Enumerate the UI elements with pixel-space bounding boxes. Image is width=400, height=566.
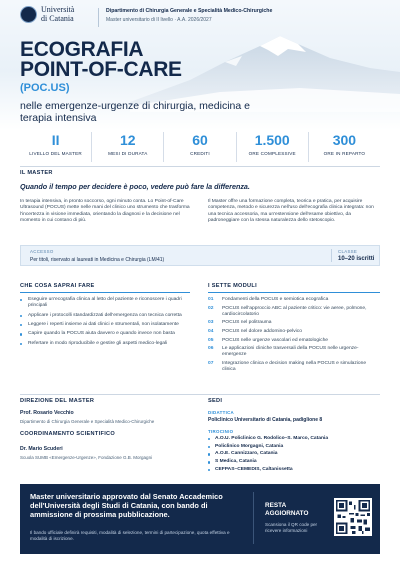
- list-item: [20, 297, 192, 309]
- module-number: 05: [208, 337, 214, 343]
- module-number: 07: [208, 360, 214, 366]
- list-item: [20, 322, 192, 328]
- subtitle: nelle emergenze-urgenze di chirurgia, medicina e terapia intensiva: [20, 100, 250, 124]
- bullet-icon: [20, 324, 22, 326]
- skill-text: Eseguire un'ecografia clinica al letto del paziente e riconoscere i quadri principali: [28, 297, 182, 309]
- bullet-icon: [20, 343, 22, 345]
- skill-text: Capire quando la POCUS aiuta davvero e quando invece non basta: [28, 331, 175, 337]
- master-intro-left: In terapia intensiva, in pronto soccorso, ogni minuto conta. Lo Point-of-Care Ultrasound (POCUS) mette nelle mani del clinico uno strumento che trasforma l'incertezza in visione immediata, orientando la diagnosi e la decisione nel momento in cui contano di più.: [20, 199, 190, 224]
- access-box: [20, 245, 380, 266]
- stat-value: 300: [332, 132, 357, 148]
- university-seal-icon: [20, 6, 37, 23]
- stat-value: 12: [120, 132, 136, 148]
- stat-label: MESI DI DURATA: [108, 151, 148, 156]
- list-item: [208, 297, 380, 303]
- section-divider: [20, 166, 380, 167]
- stats-row: [20, 132, 380, 162]
- module-text: Fondamenti della POCUS e semiotica ecografica: [222, 297, 329, 302]
- list-item: [208, 338, 380, 344]
- approval-title: Master universitario approvato dal Senato Accademico dell'Università degli Studi di Catania, con bando di ammissione di prossima pubblicazione.: [30, 492, 223, 519]
- module-number: 06: [208, 346, 214, 352]
- list-item: [208, 436, 328, 442]
- access-value: Per titoli, riservato ai laureati in Medicina e Chirurgia (LM/41): [30, 257, 165, 263]
- didattica-value: Policlinico Universitario di Catania, padiglione 8: [208, 417, 323, 423]
- access-label: ACCESSO: [30, 249, 54, 254]
- stat-label: ORE IN REPARTO: [323, 151, 366, 156]
- approval-banner: [20, 484, 380, 554]
- stat-label: ORE COMPLESSIVE: [248, 151, 296, 156]
- stat-value: 1.500: [254, 132, 290, 148]
- bullet-icon: [208, 438, 210, 440]
- director-name: Prof. Rosario Vecchio: [20, 410, 74, 416]
- tirocinio-site: S Medica, Catania: [215, 459, 257, 465]
- stat-ore-complessive: [236, 132, 308, 162]
- university-logo[interactable]: [20, 6, 74, 23]
- sedi-heading: SEDI: [208, 398, 223, 404]
- coordinator-role: Scuola SUMB «Emergenze-Urgenze», Fondazione G.B. Morgagni: [20, 455, 153, 460]
- title-line1: ECOGRAFIA: [20, 38, 144, 61]
- stay-updated-text: Scansiona il QR code per ricevere informazioni: [265, 522, 318, 533]
- list-item: [20, 313, 192, 319]
- stat-value: II: [51, 132, 60, 148]
- coordinator-name: Dr. Mario Scuderi: [20, 446, 63, 452]
- list-item: [208, 444, 328, 450]
- hero-section: [0, 0, 400, 130]
- skill-text: Leggere i reperti insieme ai dati clinici e strumentali, non isolatamente: [28, 321, 179, 327]
- list-item: [208, 346, 380, 358]
- skills-list: [20, 297, 192, 350]
- master-intro-right: Il Master offre una formazione completa, teorica e pratica, per acquisire competenza, metodo e sicurezza nell'uso dell'ecografia clinica integrata: non una tecnica accessoria, ma un'estensione dell'esame obiettivo, da padroneggiare con la stessa naturalezza dello stetoscopio.: [208, 199, 374, 224]
- tirocinio-label: TIROCINIO: [208, 429, 234, 434]
- stat-crediti: [163, 132, 235, 162]
- tirocinio-site: A.O.U. Policlinico G. Rodolico–S. Marco, Catania: [215, 436, 329, 441]
- stat-ore-reparto: [308, 132, 380, 162]
- list-item: [208, 320, 380, 326]
- master-quote: Quando il tempo per decidere è poco, vedere può fare la differenza.: [20, 182, 250, 191]
- modules-heading-rule: [208, 292, 380, 293]
- director-role: Dipartimento di Chirurgia Generale e Specialità Medico-Chirurgiche: [20, 419, 155, 424]
- bullet-icon: [208, 461, 210, 463]
- stat-durata: [91, 132, 163, 162]
- bullet-icon: [208, 453, 210, 455]
- bullet-icon: [20, 299, 22, 301]
- section-divider: [20, 394, 380, 395]
- list-item: [208, 306, 380, 318]
- bullet-icon: [20, 333, 22, 335]
- module-number: 03: [208, 320, 214, 326]
- skills-heading: CHE COSA SAPRAI FARE: [20, 283, 95, 289]
- module-text: POCUS nel politrauma: [222, 320, 272, 326]
- department-name: Dipartimento di Chirurgia Generale e Specialità Medico-Chirurgiche: [106, 8, 273, 14]
- module-number: 01: [208, 297, 214, 302]
- tirocinio-site: CEFPAS–CEMEDIS, Caltanissetta: [215, 466, 293, 472]
- bullet-icon: [208, 446, 210, 448]
- qr-code-icon[interactable]: [334, 498, 372, 536]
- module-text: POCUS nelle urgenze vascolari ed ematologiche: [222, 337, 329, 343]
- title-acronym: (POC.US): [20, 82, 70, 94]
- list-item: [208, 467, 328, 473]
- module-number: 04: [208, 328, 214, 334]
- modules-heading: I SETTE MODULI: [208, 283, 257, 289]
- class-label: CLASSE: [338, 249, 358, 254]
- direction-heading: DIREZIONE DEL MASTER: [20, 398, 95, 404]
- master-info: Master universitario di II livello · A.A. 2026/2027: [106, 17, 212, 23]
- stat-livello: [20, 132, 91, 162]
- tirocinio-site: Policlinico Morgagni, Catania: [215, 443, 284, 449]
- list-item: [20, 341, 192, 347]
- access-divider: [331, 249, 332, 262]
- skills-heading-rule: [20, 292, 190, 293]
- stat-label: LIVELLO DEL MASTER: [29, 151, 82, 156]
- module-number: 02: [208, 305, 214, 311]
- tirocinio-site: A.O.E. Cannizzaro, Catania: [215, 451, 278, 457]
- footer-divider: [253, 492, 254, 544]
- university-name: [41, 6, 74, 23]
- list-item: [208, 361, 380, 373]
- module-text: Le applicazioni cliniche trasversali della POCUS nelle urgenze-emergenze: [222, 346, 359, 358]
- stat-value: 60: [192, 132, 208, 148]
- stat-label: CREDITI: [190, 151, 210, 156]
- list-item: [208, 459, 328, 465]
- tirocinio-list: [208, 436, 328, 475]
- bullet-icon: [208, 469, 210, 471]
- bullet-icon: [20, 315, 22, 317]
- module-text: POCUS nell'approccio ABC al paziente critico: vie aeree, polmone, cardiocircolatorio: [222, 305, 367, 317]
- module-text: Integrazione clinica e decision making nella POCUS e simulazione clinica: [222, 360, 367, 373]
- didattica-label: DIDATTICA: [208, 410, 235, 415]
- approval-text: Il bando ufficiale definirà requisiti, modalità di selezione, termini di partecipazione, quota effettiva e modalità di iscrizione.: [30, 530, 230, 541]
- title-line2: POINT-OF-CARE: [20, 58, 182, 81]
- class-value: 10–20 iscritti: [338, 256, 375, 262]
- university-line2: di Catania: [41, 13, 74, 23]
- list-item: [208, 451, 328, 457]
- list-item: [20, 331, 192, 337]
- module-text: POCUS nel dolore addomino-pelvico: [222, 328, 302, 334]
- modules-list: [208, 297, 380, 376]
- skill-text: Refertare in modo riproducibile e gestire gli aspetti medico-legali: [28, 340, 168, 346]
- il-master-heading: IL MASTER: [20, 170, 53, 176]
- university-line1: Università: [41, 5, 75, 14]
- coordination-heading: COORDINAMENTO SCIENTIFICO: [20, 431, 116, 437]
- skill-text: Applicare i protocolli standardizzati dell'emergenza con tecnica corretta: [28, 312, 182, 318]
- stay-updated-title: RESTA AGGIORNATO: [265, 502, 309, 517]
- header-divider: [98, 8, 99, 27]
- list-item: [208, 329, 380, 335]
